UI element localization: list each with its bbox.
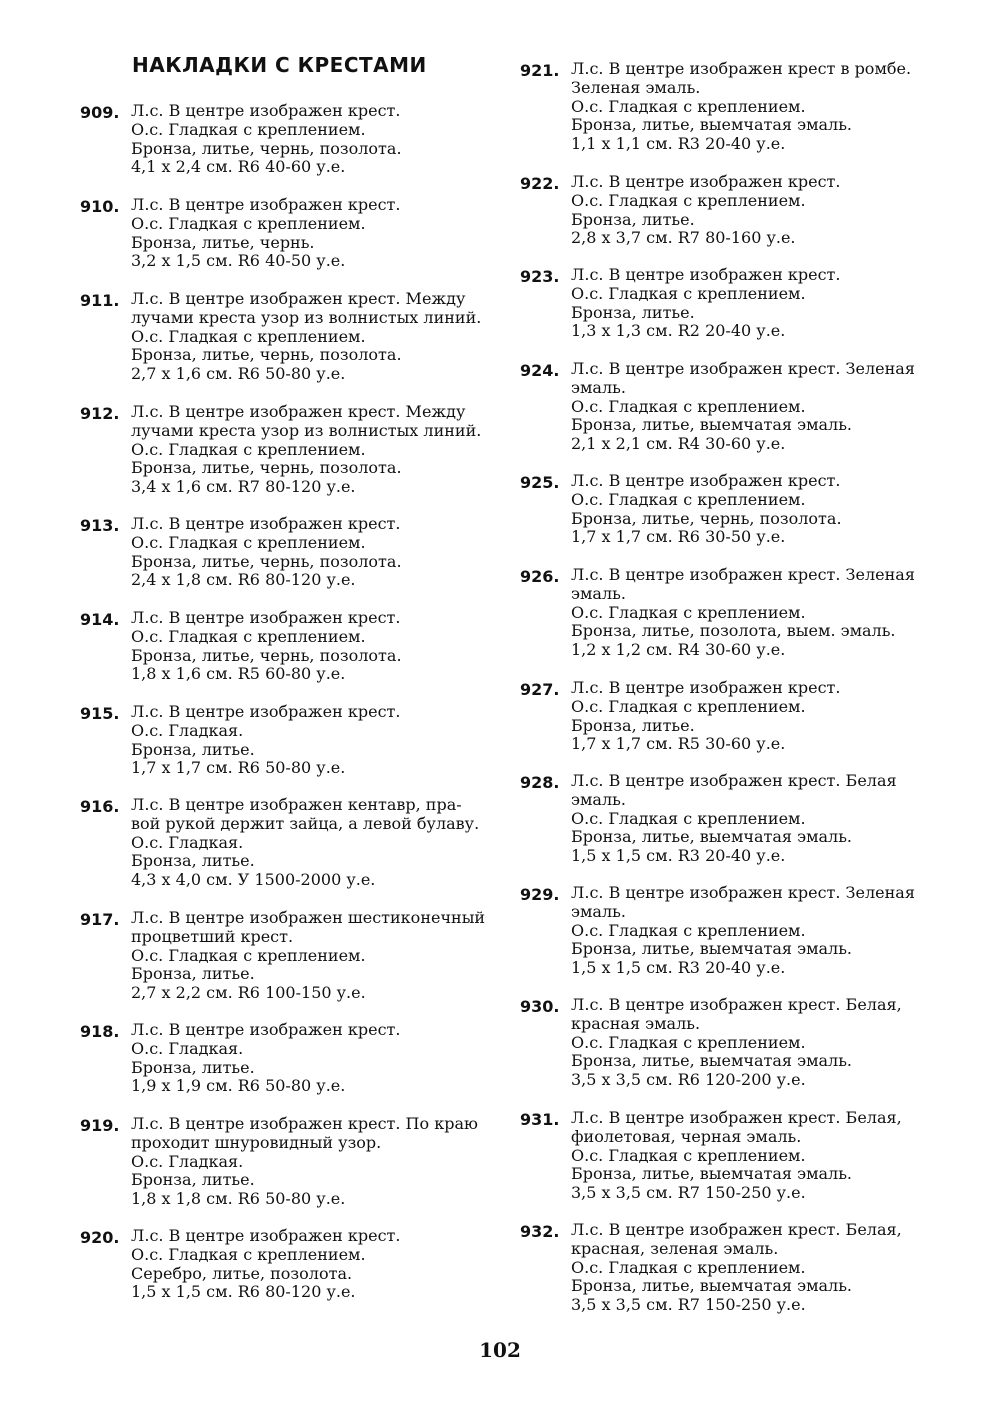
entry-line: Л.с. В центре изображен крест. Белая	[571, 771, 897, 790]
entry-description	[571, 60, 911, 154]
entry-line: Л.с. В центре изображен крест. Белая,	[571, 1108, 902, 1127]
entry-line: Л.с. В центре изображен крест.	[131, 1020, 401, 1039]
entry-description	[571, 360, 915, 454]
entry-line: О.с. Гладкая с креплением.	[131, 119, 366, 139]
entry-line: 1,1 х 1,1 см. R3 20-40 у.е.	[571, 134, 786, 154]
entry-line: Бронза, литье.	[131, 964, 255, 984]
entry-line: 1,5 х 1,5 см. R3 20-40 у.е.	[571, 846, 786, 866]
entry-description	[131, 796, 479, 890]
entry-line: О.с. Гладкая с креплением.	[571, 696, 806, 716]
entry-line: 2,4 х 1,8 см. R6 80-120 у.е.	[131, 570, 356, 590]
entry-number: 929.	[520, 885, 560, 904]
entry-line: Бронза, литье.	[571, 302, 695, 322]
entry-line: О.с. Гладкая с креплением.	[131, 1244, 366, 1264]
entry-line: Бронза, литье.	[131, 851, 255, 871]
entry-line: 1,8 х 1,8 см. R6 50-80 у.е.	[131, 1189, 346, 1209]
entry-line: Л.с. В центре изображен крест.	[571, 265, 841, 284]
entry-line: Л.с. В центре изображен крест. Зеленая	[571, 883, 915, 902]
entry-number: 921.	[520, 61, 560, 80]
entry-line: Л.с. В центре изображен крест. Зеленая	[571, 359, 915, 378]
entry-description	[571, 472, 842, 547]
entry-line: Л.с. В центре изображен крест.	[131, 101, 401, 120]
entry-line: Бронза, литье.	[131, 739, 255, 759]
entry-line: О.с. Гладкая с креплением.	[571, 190, 806, 210]
entry-line: 2,7 х 2,2 см. R6 100-150 у.е.	[131, 983, 366, 1003]
entry-line: О.с. Гладкая с креплением.	[571, 920, 806, 940]
entry-line: Л.с. В центре изображен крест.	[131, 608, 401, 627]
entry-number: 920.	[80, 1228, 120, 1247]
entry-description	[571, 772, 897, 866]
entry-line: Бронза, литье, позолота, выем. эмаль.	[571, 621, 896, 641]
entry-line: Бронза, литье, чернь, позолота.	[131, 551, 402, 571]
entry-description	[571, 566, 915, 660]
entry-line: Л.с. В центре изображен крест.	[571, 678, 841, 697]
entry-line: Бронза, литье, выемчатая эмаль.	[571, 827, 853, 847]
entry-line: О.с. Гладкая с креплением.	[571, 808, 806, 828]
entry-line: О.с. Гладкая с креплением.	[571, 1257, 806, 1277]
entry-line: 1,5 х 1,5 см. R3 20-40 у.е.	[571, 958, 786, 978]
entry-description	[571, 266, 840, 341]
entry-line: 3,5 х 3,5 см. R6 120-200 у.е.	[571, 1070, 806, 1090]
entry-number: 932.	[520, 1222, 560, 1241]
entry-number: 912.	[80, 404, 120, 423]
entry-line: О.с. Гладкая.	[131, 1151, 244, 1171]
entry-line: О.с. Гладкая с креплением.	[571, 1145, 806, 1165]
entry-description	[131, 609, 402, 684]
entry-line: Бронза, литье, чернь, позолота.	[571, 508, 842, 528]
entry-line: Л.с. В центре изображен крест.	[131, 702, 401, 721]
entry-line: красная, зеленая эмаль.	[571, 1238, 779, 1258]
entry-line: Л.с. В центре изображен крест.	[131, 514, 401, 533]
entry-line: Л.с. В центре изображен крест в ромбе.	[571, 59, 912, 78]
entry-line: Бронза, литье, выемчатая эмаль.	[571, 1276, 853, 1296]
entry-line: О.с. Гладкая с креплением.	[131, 945, 366, 965]
entry-line: Бронза, литье, выемчатая эмаль.	[571, 115, 853, 135]
entry-line: Л.с. В центре изображен крест. Между	[131, 402, 466, 421]
entry-description	[571, 996, 902, 1090]
entry-description	[131, 1227, 400, 1302]
entry-line: О.с. Гладкая с креплением.	[131, 532, 366, 552]
entry-line: 3,5 х 3,5 см. R7 150-250 у.е.	[571, 1295, 806, 1315]
entry-line: Бронза, литье, чернь, позолота.	[131, 458, 402, 478]
entry-description	[131, 1021, 400, 1096]
entry-number: 913.	[80, 516, 120, 535]
entry-line: Л.с. В центре изображен крест. Белая,	[571, 1220, 902, 1239]
entry-number: 914.	[80, 610, 120, 629]
entry-line: О.с. Гладкая.	[131, 832, 244, 852]
entry-line: Бронза, литье, чернь, позолота.	[131, 345, 402, 365]
entry-description	[131, 196, 400, 271]
entry-line: 1,7 х 1,7 см. R5 30-60 у.е.	[571, 734, 786, 754]
entry-line: 3,5 х 3,5 см. R7 150-250 у.е.	[571, 1183, 806, 1203]
entry-number: 911.	[80, 291, 120, 310]
entry-description	[131, 515, 402, 590]
entry-line: 2,8 х 3,7 см. R7 80-160 у.е.	[571, 228, 796, 248]
entry-number: 919.	[80, 1116, 120, 1135]
entry-line: 1,2 х 1,2 см. R4 30-60 у.е.	[571, 640, 786, 660]
entry-line: Л.с. В центре изображен кентавр, пра-	[131, 795, 462, 814]
entry-description	[131, 403, 481, 497]
entry-line: О.с. Гладкая с креплением.	[571, 283, 806, 303]
entry-description	[571, 1109, 902, 1203]
entry-line: Л.с. В центре изображен крест.	[131, 195, 401, 214]
entry-line: Бронза, литье.	[131, 1057, 255, 1077]
entry-description	[131, 909, 485, 1003]
entry-line: Бронза, литье, выемчатая эмаль.	[571, 1051, 853, 1071]
entry-number: 925.	[520, 473, 560, 492]
entry-line: Бронза, литье.	[571, 209, 695, 229]
entry-line: эмаль.	[571, 377, 626, 397]
entry-description	[571, 1221, 902, 1315]
entry-line: 3,4 х 1,6 см. R7 80-120 у.е.	[131, 477, 356, 497]
entry-line: Л.с. В центре изображен шестиконечный	[131, 908, 486, 927]
entry-number: 926.	[520, 567, 560, 586]
entry-line: О.с. Гладкая с креплением.	[571, 396, 806, 416]
entry-line: Бронза, литье, выемчатая эмаль.	[571, 1164, 853, 1184]
entry-line: красная эмаль.	[571, 1013, 701, 1033]
entry-line: О.с. Гладкая с креплением.	[571, 602, 806, 622]
entry-line: 4,3 х 4,0 см. У 1500-2000 у.е.	[131, 870, 376, 890]
entry-line: 2,1 х 2,1 см. R4 30-60 у.е.	[571, 434, 786, 454]
entry-description	[131, 1115, 478, 1209]
entry-description	[571, 679, 840, 754]
entry-number: 915.	[80, 704, 120, 723]
entry-line: Бронза, литье, чернь, позолота.	[131, 645, 402, 665]
entry-number: 931.	[520, 1110, 560, 1129]
entry-line: 1,9 х 1,9 см. R6 50-80 у.е.	[131, 1076, 346, 1096]
entry-line: процветший крест.	[131, 926, 294, 946]
entry-description	[131, 102, 402, 177]
entry-line: О.с. Гладкая с креплением.	[571, 96, 806, 116]
entry-line: 3,2 х 1,5 см. R6 40-50 у.е.	[131, 251, 346, 271]
entry-line: Л.с. В центре изображен крест. Белая,	[571, 995, 902, 1014]
entry-line: Л.с. В центре изображен крест.	[571, 172, 841, 191]
entry-line: лучами креста узор из волнистых линий.	[131, 420, 482, 440]
entry-line: Бронза, литье.	[571, 715, 695, 735]
entry-line: О.с. Гладкая с креплением.	[131, 326, 366, 346]
entry-number: 917.	[80, 910, 120, 929]
entry-number: 909.	[80, 103, 120, 122]
entry-line: Бронза, литье, выемчатая эмаль.	[571, 939, 853, 959]
entry-number: 928.	[520, 773, 560, 792]
entry-line: Л.с. В центре изображен крест. Зеленая	[571, 565, 915, 584]
entry-line: проходит шнуровидный узор.	[131, 1132, 382, 1152]
entry-line: 1,3 х 1,3 см. R2 20-40 у.е.	[571, 321, 786, 341]
entry-line: 1,7 х 1,7 см. R6 30-50 у.е.	[571, 527, 786, 547]
entry-line: 1,8 х 1,6 см. R5 60-80 у.е.	[131, 664, 346, 684]
entry-number: 930.	[520, 997, 560, 1016]
entry-line: Бронза, литье.	[131, 1170, 255, 1190]
entry-line: Бронза, литье, чернь, позолота.	[131, 138, 402, 158]
entry-line: вой рукой держит зайца, а левой булаву.	[131, 813, 480, 833]
entry-line: Бронза, литье, выемчатая эмаль.	[571, 415, 853, 435]
entry-line: эмаль.	[571, 789, 626, 809]
entry-line: О.с. Гладкая с креплением.	[131, 213, 366, 233]
entry-number: 922.	[520, 174, 560, 193]
page-number: 102	[479, 1338, 521, 1362]
entry-line: О.с. Гладкая с креплением.	[131, 439, 366, 459]
entry-number: 910.	[80, 197, 120, 216]
entry-description	[131, 703, 400, 778]
entry-line: 1,7 х 1,7 см. R6 50-80 у.е.	[131, 758, 346, 778]
entry-number: 918.	[80, 1022, 120, 1041]
entry-description	[571, 173, 840, 248]
entry-line: О.с. Гладкая с креплением.	[571, 489, 806, 509]
entry-line: Зеленая эмаль.	[571, 77, 701, 97]
entry-number: 927.	[520, 680, 560, 699]
entry-description	[571, 884, 915, 978]
entry-line: эмаль.	[571, 901, 626, 921]
entry-line: О.с. Гладкая с креплением.	[571, 1032, 806, 1052]
entry-line: Серебро, литье, позолота.	[131, 1263, 353, 1283]
entry-line: Л.с. В центре изображен крест. По краю	[131, 1114, 478, 1133]
section-title: НАКЛАДКИ С КРЕСТАМИ	[132, 53, 427, 77]
entry-line: Бронза, литье, чернь.	[131, 232, 315, 252]
entry-line: 2,7 х 1,6 см. R6 50-80 у.е.	[131, 364, 346, 384]
entry-line: фиолетовая, черная эмаль.	[571, 1126, 802, 1146]
entry-number: 924.	[520, 361, 560, 380]
entry-line: 1,5 х 1,5 см. R6 80-120 у.е.	[131, 1282, 356, 1302]
entry-line: О.с. Гладкая.	[131, 720, 244, 740]
entry-line: Л.с. В центре изображен крест. Между	[131, 289, 466, 308]
entry-line: Л.с. В центре изображен крест.	[571, 471, 841, 490]
entry-line: эмаль.	[571, 583, 626, 603]
entry-number: 916.	[80, 797, 120, 816]
entry-line: лучами креста узор из волнистых линий.	[131, 307, 482, 327]
entry-number: 923.	[520, 267, 560, 286]
entry-line: Л.с. В центре изображен крест.	[131, 1226, 401, 1245]
entry-line: 4,1 х 2,4 см. R6 40-60 у.е.	[131, 157, 346, 177]
entry-description	[131, 290, 481, 384]
entry-line: О.с. Гладкая с креплением.	[131, 626, 366, 646]
entry-line: О.с. Гладкая.	[131, 1038, 244, 1058]
